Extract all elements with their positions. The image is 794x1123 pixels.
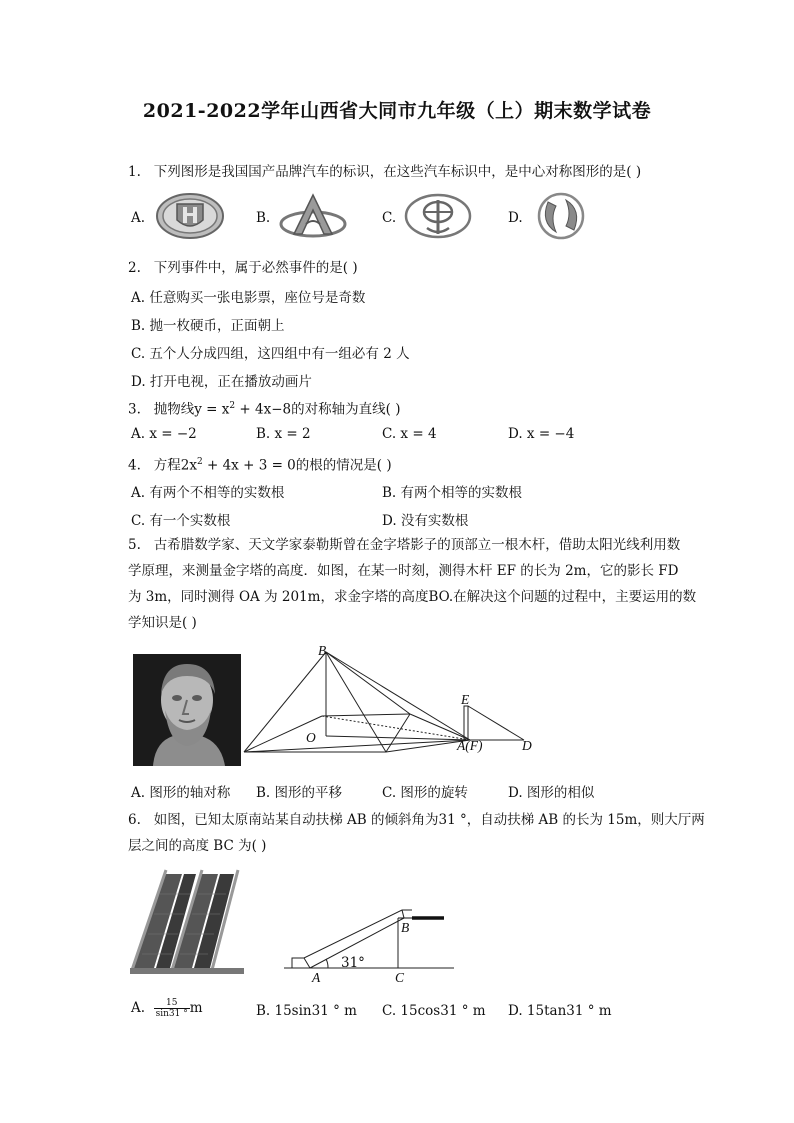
q3-exponent: 2 — [229, 401, 236, 411]
q5-line-3: 为 3m，同时测得 OA 为 201m，求金字塔的高度BO.在解决这个问题的过程中，主要运用的数 — [128, 589, 697, 605]
car-logo-b-icon — [278, 192, 348, 240]
pyramid-diagram — [242, 644, 542, 756]
q6-text-1: 如图，已知太原南站某自动扶梯 AB 的倾斜角为31 °，自动扶梯 AB 的长为 15m，则大厅两 — [153, 812, 705, 828]
q4-option-c: C. 有一个实数根 — [131, 513, 231, 529]
q1-option-a-label: A. — [131, 210, 146, 226]
q3-text-post: + 4x−8的对称轴为直线( ) — [235, 401, 401, 418]
q3-stem — [128, 396, 400, 420]
q2-text: 下列事件中，属于必然事件的是( ) — [153, 260, 358, 276]
q5-line-2: 学原理，来测量金字塔的高度．如图，在某一时刻，测得木杆 EF 的长为 2m，它的影长 FD — [128, 563, 679, 579]
q5-label-af: A(F) — [457, 738, 483, 753]
q5-text-1: 古希腊数学家、天文学家泰勒斯曾在金字塔影子的顶部立一根木杆，借助太阳光线利用数 — [153, 537, 681, 553]
q6-option-b: B. 15sin31 ° m — [256, 1003, 357, 1019]
q2-stem — [128, 258, 358, 278]
q6-option-a-denominator: sin31 ° — [155, 1009, 188, 1019]
q6-label-b: B — [401, 920, 410, 935]
q5-label-o: O — [306, 730, 316, 745]
car-logo-c-icon — [403, 192, 473, 240]
q5-number: 5. — [128, 537, 141, 553]
escalator-diagram — [284, 904, 454, 976]
car-logo-d-icon — [526, 192, 596, 240]
q3-option-d: D. x = −4 — [508, 426, 575, 442]
page-title: 2021-2022学年山西省大同市九年级（上）期末数学试卷 — [142, 100, 652, 122]
q1-option-d-label: D. — [508, 210, 523, 226]
q6-line-1 — [128, 810, 705, 830]
q3-number: 3. — [128, 401, 141, 418]
q1-option-b-label: B. — [256, 210, 271, 226]
q2-number: 2. — [128, 260, 141, 276]
q4-option-b: B. 有两个相等的实数根 — [382, 485, 523, 501]
q2-option-a: A. 任意购买一张电影票，座位号是奇数 — [131, 290, 366, 306]
q3-option-a: A. x = −2 — [131, 426, 197, 442]
q4-stem — [128, 452, 392, 476]
q4-number: 4. — [128, 457, 141, 474]
q6-option-a — [131, 998, 203, 1019]
q2-option-c: C. 五个人分成四组，这四组中有一组必有 2 人 — [131, 346, 410, 362]
q6-option-a-fraction — [154, 998, 190, 1019]
q5-label-d: D — [522, 738, 532, 753]
q6-label-a: A — [312, 970, 321, 985]
q4-option-d: D. 没有实数根 — [382, 513, 469, 529]
q6-number: 6. — [128, 812, 141, 828]
q6-option-d: D. 15tan31 ° m — [508, 1003, 612, 1019]
q4-text-pre: 方程2x — [153, 457, 197, 474]
q1-text: 下列图形是我国国产品牌汽车的标识，在这些汽车标识中，是中心对称图形的是( ) — [153, 164, 642, 180]
q6-label-angle: 31° — [341, 955, 365, 971]
q1-stem — [128, 162, 641, 182]
escalator-photo-image — [130, 864, 244, 974]
q6-label-c: C — [395, 970, 405, 985]
q1-number: 1. — [128, 164, 141, 180]
q4-text-post: + 4x + 3 = 0的根的情况是( ) — [202, 457, 392, 474]
thales-portrait-image — [133, 654, 241, 766]
q6-option-a-unit: m — [189, 1000, 203, 1016]
q6-option-a-label: A. — [131, 1000, 146, 1016]
q4-exponent: 2 — [196, 457, 203, 467]
q5-line-1 — [128, 535, 680, 555]
q3-option-b: B. x = 2 — [256, 426, 311, 442]
car-logo-a-icon — [155, 192, 225, 240]
q6-option-c: C. 15cos31 ° m — [382, 1003, 486, 1019]
q1-option-c-label: C. — [382, 210, 397, 226]
q5-line-4: 学知识是( ) — [128, 615, 197, 631]
q6-line-2: 层之间的高度 BC 为( ) — [128, 838, 267, 854]
q5-option-d: D. 图形的相似 — [508, 785, 595, 801]
q5-label-b: B — [318, 643, 327, 658]
q5-option-b: B. 图形的平移 — [256, 785, 343, 801]
q5-option-a: A. 图形的轴对称 — [131, 785, 231, 801]
q3-option-c: C. x = 4 — [382, 426, 437, 442]
q6-option-a-numerator: 15 — [154, 998, 190, 1009]
q2-option-b: B. 抛一枚硬币，正面朝上 — [131, 318, 285, 334]
q5-label-e: E — [461, 692, 470, 707]
q2-option-d: D. 打开电视，正在播放动画片 — [131, 374, 312, 390]
q5-option-c: C. 图形的旋转 — [382, 785, 468, 801]
q3-text-pre: 抛物线y = x — [153, 401, 230, 418]
q4-option-a: A. 有两个不相等的实数根 — [131, 485, 285, 501]
